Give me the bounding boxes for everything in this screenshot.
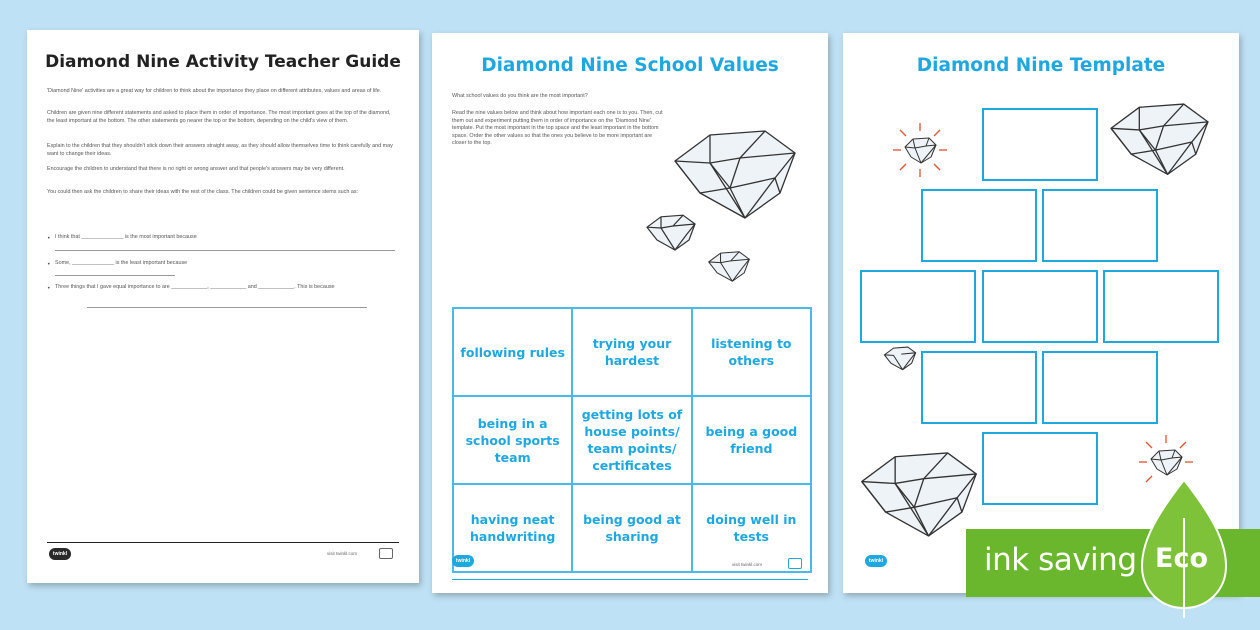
diamond-slot-box	[982, 108, 1098, 181]
value-card: following rules	[453, 308, 572, 396]
value-card: being in a school sports team	[453, 396, 572, 484]
twinkl-logo: twinkl	[49, 548, 71, 560]
page-title: Diamond Nine School Values	[481, 55, 779, 76]
guide-paragraph: You could then ask the children to share their ideas with the rest of the class. The children could be given sentence stems such as:	[47, 189, 359, 195]
diamond-icon	[707, 249, 751, 283]
diamond-slot-box	[982, 270, 1098, 343]
footer-url: visit twinkl.com	[732, 562, 763, 567]
sentence-stem: I think that ______________ is the most important because	[55, 234, 197, 240]
diamond-slot-box	[860, 270, 976, 343]
diamond-slot-box	[1042, 189, 1158, 262]
guide-paragraph: Encourage the children to understand that there is no right or wrong answer and that people's answers may be very different.	[47, 166, 345, 172]
value-card: trying your hardest	[572, 308, 691, 396]
ink-saving-label: ink saving	[984, 542, 1137, 578]
diamond-slot-box	[921, 351, 1037, 424]
eco-mark-icon	[788, 558, 802, 569]
diamond-icon	[883, 345, 917, 371]
eco-mark-icon	[379, 548, 393, 559]
teacher-guide-page: Diamond Nine Activity Teacher Guide 'Diamond Nine' activities are a great way for children to think about the importance they place on different attributes, values and areas of life. Children are given nine different statements and asked to place them in order of importance. The most important goes at the top of the diamond, the least important at the bottom. The other statements go nearer the top or the bottom, depending on the child's view of them. Explain to the children that they shouldn't stick down their answers straight away, as they should allow themselves time to think carefully and may want to change their ideas. Encourage the children to understand that there is no right or wrong answer and that people's answers may be very different. You could then ask the children to share their ideas with the rest of the class. The children could be given sentence stems such as: • I think that ______________ is the most important because • Some, ______________ is the least important because • Three things that I gave equal importance to are ____________, ____________ and ____________. This is because twinkl visit twinkl.com	[27, 30, 419, 583]
page-title: Diamond Nine Template	[916, 55, 1166, 76]
diamond-icon	[857, 445, 981, 541]
values-card-grid	[452, 307, 812, 573]
value-card: doing well in tests	[692, 484, 811, 572]
twinkl-logo: twinkl	[865, 555, 887, 567]
sparkle-icon	[889, 119, 951, 181]
page-title: Diamond Nine Activity Teacher Guide	[45, 52, 401, 72]
values-instructions: Read the nine values below and think about how important each one is to you. Then, cut them out and experiment putting them in order of importance on the 'Diamond Nine' template. Put the most important in the top space and the least important in the bottom space. Order the other values so that the ones you believe to be more important are closer to the top.	[452, 110, 663, 146]
sentence-stem: Three things that I gave equal importance to are ____________, ____________ and ____________. This is because	[55, 284, 335, 290]
twinkl-logo: twinkl	[452, 555, 474, 567]
eco-label: Eco	[1155, 543, 1208, 574]
diamond-icon	[1107, 97, 1212, 179]
diamond-slot-box	[1103, 270, 1219, 343]
diamond-slot-box	[921, 189, 1037, 262]
guide-paragraph: 'Diamond Nine' activities are a great way for children to think about the importance they place on different attributes, values and areas of life.	[47, 88, 382, 94]
guide-paragraph: Explain to the children that they shouldn't stick down their answers straight away, as they should allow themselves time to think carefully and may want to change their ideas.	[47, 143, 393, 157]
value-card: having neat handwriting	[453, 484, 572, 572]
diamond-icon	[670, 123, 800, 223]
value-card: being good at sharing	[572, 484, 691, 572]
diamond-icon	[645, 211, 697, 253]
diamond-slot-box	[1042, 351, 1158, 424]
sentence-stem: Some, ______________ is the least important because	[55, 260, 188, 266]
diamond-slot-box	[982, 432, 1098, 505]
guide-paragraph: Children are given nine different statements and asked to place them in order of importance. The most important goes at the top of the diamond, the least important at the bottom. The other statements go nearer the top or the bottom, depending on the child's view of them.	[47, 110, 391, 124]
school-values-page	[432, 33, 828, 593]
value-card: listening to others	[692, 308, 811, 396]
values-question: What school values do you think are the most important?	[452, 93, 588, 99]
value-card: getting lots of house points/ team points/ certificates	[572, 396, 691, 484]
footer-url: visit twinkl.com	[327, 551, 358, 556]
value-card: being a good friend	[692, 396, 811, 484]
